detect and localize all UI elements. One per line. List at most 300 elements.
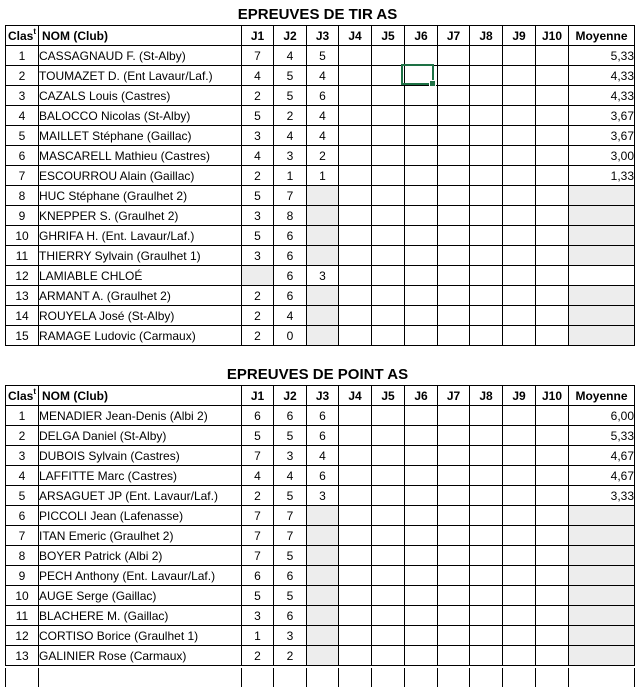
j3-cell[interactable] [307,246,339,266]
cell[interactable] [503,566,536,586]
j2-cell[interactable]: 5 [274,586,307,606]
header-cell[interactable]: J1 [242,386,274,406]
cell[interactable] [470,226,503,246]
cell[interactable] [503,546,536,566]
fill-handle[interactable] [429,80,436,87]
cell[interactable] [438,106,470,126]
cell[interactable] [405,566,438,586]
name-cell[interactable]: MENADIER Jean-Denis (Albi 2) [39,406,242,426]
header-cell[interactable]: J9 [503,26,536,46]
cell[interactable] [372,126,405,146]
rank-cell[interactable]: 5 [6,126,39,146]
name-cell[interactable]: BLACHERE M. (Gaillac) [39,606,242,626]
cell[interactable] [405,546,438,566]
cell[interactable] [372,246,405,266]
cell[interactable] [405,626,438,646]
header-cell[interactable]: J5 [372,386,405,406]
cell[interactable] [372,266,405,286]
name-cell[interactable]: THIERRY Sylvain (Graulhet 1) [39,246,242,266]
cell[interactable] [372,466,405,486]
moyenne-cell[interactable]: 3,67 [569,106,635,126]
j1-cell[interactable]: 2 [242,306,274,326]
cell[interactable] [536,626,569,646]
header-cell[interactable]: J10 [536,386,569,406]
moyenne-cell[interactable] [569,246,635,266]
cell[interactable] [405,226,438,246]
cell[interactable] [536,146,569,166]
moyenne-cell[interactable]: 4,67 [569,446,635,466]
j3-cell[interactable] [307,546,339,566]
cell[interactable] [339,486,372,506]
j1-cell[interactable]: 2 [242,486,274,506]
j1-cell[interactable]: 2 [242,646,274,666]
cell[interactable] [339,546,372,566]
cell[interactable] [405,606,438,626]
cell[interactable] [339,506,372,526]
j3-cell[interactable] [307,646,339,666]
j2-cell[interactable]: 3 [274,446,307,466]
cell[interactable] [470,586,503,606]
j3-cell[interactable] [307,226,339,246]
header-cell[interactable]: J3 [307,26,339,46]
cell[interactable] [339,126,372,146]
name-cell[interactable]: ESCOURROU Alain (Gaillac) [39,166,242,186]
cell[interactable] [536,206,569,226]
cell[interactable] [536,46,569,66]
j2-cell[interactable]: 5 [274,546,307,566]
j2-cell[interactable]: 4 [274,466,307,486]
header-cell[interactable]: Moyenne [569,26,635,46]
j2-cell[interactable]: 5 [274,66,307,86]
cell[interactable] [372,66,405,86]
j3-cell[interactable]: 4 [307,106,339,126]
header-cell[interactable]: J1 [242,26,274,46]
rank-cell[interactable]: 8 [6,546,39,566]
cell[interactable] [536,106,569,126]
cell[interactable] [339,226,372,246]
rank-cell[interactable]: 10 [6,586,39,606]
moyenne-cell[interactable]: 1,33 [569,166,635,186]
j3-cell[interactable] [307,526,339,546]
name-cell[interactable]: GALINIER Rose (Carmaux) [39,646,242,666]
name-cell[interactable]: BOYER Patrick (Albi 2) [39,546,242,566]
cell[interactable] [438,326,470,346]
cell[interactable] [536,606,569,626]
cell[interactable] [405,306,438,326]
cell[interactable] [405,326,438,346]
cell[interactable] [438,86,470,106]
j3-cell[interactable]: 3 [307,486,339,506]
name-cell[interactable]: KNEPPER S. (Graulhet 2) [39,206,242,226]
cell[interactable] [405,486,438,506]
cell[interactable] [536,306,569,326]
cell[interactable] [470,466,503,486]
cell[interactable] [372,326,405,346]
name-cell[interactable]: MASCARELL Mathieu (Castres) [39,146,242,166]
header-cell[interactable]: J6 [405,386,438,406]
j2-cell[interactable]: 7 [274,186,307,206]
j1-cell[interactable]: 5 [242,226,274,246]
cell[interactable] [503,66,536,86]
cell[interactable] [405,446,438,466]
cell[interactable] [405,406,438,426]
cell[interactable] [372,626,405,646]
j3-cell[interactable]: 6 [307,466,339,486]
j3-cell[interactable]: 6 [307,426,339,446]
cell[interactable] [470,486,503,506]
j2-cell[interactable]: 6 [274,246,307,266]
rank-cell[interactable]: 3 [6,86,39,106]
rank-cell[interactable]: 7 [6,526,39,546]
header-cell[interactable]: J2 [274,26,307,46]
cell[interactable] [405,126,438,146]
cell[interactable] [438,526,470,546]
j1-cell[interactable]: 2 [242,86,274,106]
j3-cell[interactable] [307,326,339,346]
cell[interactable] [536,466,569,486]
j3-cell[interactable] [307,586,339,606]
moyenne-cell[interactable]: 3,33 [569,486,635,506]
header-cell[interactable]: Clas$^t$ [6,386,39,406]
j3-cell[interactable]: 3 [307,266,339,286]
moyenne-cell[interactable] [569,506,635,526]
header-cell[interactable]: J2 [274,386,307,406]
cell[interactable] [438,206,470,226]
cell[interactable] [536,246,569,266]
name-cell[interactable]: CASSAGNAUD F. (St-Alby) [39,46,242,66]
cell[interactable] [438,266,470,286]
moyenne-cell[interactable] [569,626,635,646]
name-cell[interactable]: GHRIFA H. (Ent. Lavaur/Laf.) [39,226,242,246]
rank-cell[interactable]: 6 [6,146,39,166]
rank-cell[interactable]: 14 [6,306,39,326]
cell[interactable] [405,646,438,666]
cell[interactable] [503,126,536,146]
cell[interactable] [536,646,569,666]
j3-cell[interactable]: 4 [307,126,339,146]
cell[interactable] [372,86,405,106]
rank-cell[interactable]: 6 [6,506,39,526]
cell[interactable] [536,586,569,606]
cell[interactable] [503,206,536,226]
cell[interactable] [438,466,470,486]
header-cell[interactable]: NOM (Club) [39,26,242,46]
cell[interactable] [536,566,569,586]
cell[interactable] [405,106,438,126]
moyenne-cell[interactable] [569,266,635,286]
j2-cell[interactable]: 6 [274,286,307,306]
cell[interactable] [470,606,503,626]
cell[interactable] [470,306,503,326]
cell[interactable] [503,86,536,106]
cell[interactable] [503,526,536,546]
cell[interactable] [536,266,569,286]
cell[interactable] [405,146,438,166]
j2-cell[interactable]: 4 [274,46,307,66]
moyenne-cell[interactable] [569,286,635,306]
cell[interactable] [536,166,569,186]
cell[interactable] [405,46,438,66]
moyenne-cell[interactable] [569,206,635,226]
moyenne-cell[interactable] [569,526,635,546]
cell[interactable] [339,526,372,546]
cell[interactable] [405,186,438,206]
moyenne-cell[interactable]: 3,00 [569,146,635,166]
cell[interactable] [339,166,372,186]
j3-cell[interactable]: 1 [307,166,339,186]
header-cell[interactable]: NOM (Club) [39,386,242,406]
j2-cell[interactable]: 3 [274,146,307,166]
cell[interactable] [470,646,503,666]
cell[interactable] [372,106,405,126]
cell[interactable] [405,586,438,606]
moyenne-cell[interactable]: 6,00 [569,406,635,426]
cell[interactable] [405,466,438,486]
cell[interactable] [405,166,438,186]
j3-cell[interactable] [307,206,339,226]
cell[interactable] [372,446,405,466]
cell[interactable] [372,546,405,566]
header-cell[interactable]: Clas$^t$ [6,26,39,46]
cell[interactable] [372,306,405,326]
cell[interactable] [536,526,569,546]
j1-cell[interactable]: 5 [242,426,274,446]
j2-cell[interactable]: 2 [274,106,307,126]
rank-cell[interactable]: 13 [6,646,39,666]
rank-cell[interactable]: 4 [6,466,39,486]
name-cell[interactable]: CAZALS Louis (Castres) [39,86,242,106]
j1-cell[interactable]: 2 [242,166,274,186]
j3-cell[interactable] [307,186,339,206]
j1-cell[interactable]: 1 [242,626,274,646]
moyenne-cell[interactable] [569,186,635,206]
cell[interactable] [372,526,405,546]
cell[interactable] [503,166,536,186]
j1-cell[interactable]: 3 [242,126,274,146]
cell[interactable] [339,426,372,446]
cell[interactable] [503,326,536,346]
cell[interactable] [470,406,503,426]
cell[interactable] [438,226,470,246]
cell[interactable] [372,146,405,166]
j1-cell[interactable]: 7 [242,46,274,66]
cell[interactable] [339,446,372,466]
cell[interactable] [438,46,470,66]
rank-cell[interactable]: 1 [6,406,39,426]
cell[interactable] [339,646,372,666]
rank-cell[interactable]: 12 [6,266,39,286]
header-cell[interactable]: J10 [536,26,569,46]
cell[interactable] [339,86,372,106]
cell[interactable] [536,126,569,146]
j2-cell[interactable]: 4 [274,126,307,146]
cell[interactable] [536,226,569,246]
cell[interactable] [470,206,503,226]
rank-cell[interactable]: 9 [6,566,39,586]
cell[interactable] [470,146,503,166]
j1-cell[interactable]: 6 [242,406,274,426]
cell[interactable] [339,406,372,426]
cell[interactable] [503,106,536,126]
cell[interactable] [503,186,536,206]
j2-cell[interactable]: 1 [274,166,307,186]
cell[interactable] [339,266,372,286]
rank-cell[interactable]: 2 [6,426,39,446]
cell[interactable] [438,406,470,426]
cell[interactable] [470,66,503,86]
name-cell[interactable]: DUBOIS Sylvain (Castres) [39,446,242,466]
cell[interactable] [438,286,470,306]
rank-cell[interactable]: 8 [6,186,39,206]
j3-cell[interactable] [307,286,339,306]
name-cell[interactable]: PECH Anthony (Ent. Lavaur/Laf.) [39,566,242,586]
cell[interactable] [438,306,470,326]
cell[interactable] [438,626,470,646]
cell[interactable] [503,286,536,306]
header-cell[interactable]: J4 [339,26,372,46]
j1-cell[interactable]: 3 [242,246,274,266]
j2-cell[interactable]: 6 [274,226,307,246]
moyenne-cell[interactable] [569,646,635,666]
cell[interactable] [503,226,536,246]
cell[interactable] [372,206,405,226]
cell[interactable] [372,186,405,206]
cell[interactable] [405,526,438,546]
cell[interactable] [536,506,569,526]
j1-cell[interactable]: 2 [242,326,274,346]
name-cell[interactable]: LAMIABLE CHLOÉ [39,266,242,286]
selected-cell[interactable] [401,64,434,85]
rank-cell[interactable]: 10 [6,226,39,246]
cell[interactable] [339,466,372,486]
cell[interactable] [438,566,470,586]
j2-cell[interactable]: 6 [274,566,307,586]
cell[interactable] [405,266,438,286]
j3-cell[interactable] [307,606,339,626]
cell[interactable] [438,486,470,506]
j1-cell[interactable]: 4 [242,466,274,486]
cell[interactable] [438,606,470,626]
cell[interactable] [536,546,569,566]
j2-cell[interactable]: 7 [274,526,307,546]
rank-cell[interactable]: 5 [6,486,39,506]
rank-cell[interactable]: 4 [6,106,39,126]
cell[interactable] [405,426,438,446]
cell[interactable] [470,46,503,66]
cell[interactable] [438,246,470,266]
name-cell[interactable]: ROUYELA José (St-Alby) [39,306,242,326]
j2-cell[interactable]: 2 [274,646,307,666]
header-cell[interactable]: J4 [339,386,372,406]
cell[interactable] [536,446,569,466]
j3-cell[interactable] [307,626,339,646]
cell[interactable] [503,626,536,646]
j1-cell[interactable]: 5 [242,186,274,206]
j2-cell[interactable]: 8 [274,206,307,226]
cell[interactable] [372,646,405,666]
name-cell[interactable]: AUGE Serge (Gaillac) [39,586,242,606]
cell[interactable] [503,486,536,506]
name-cell[interactable]: DELGA Daniel (St-Alby) [39,426,242,446]
name-cell[interactable]: CORTISO Borice (Graulhet 1) [39,626,242,646]
j3-cell[interactable] [307,566,339,586]
j1-cell[interactable]: 2 [242,286,274,306]
cell[interactable] [503,646,536,666]
moyenne-cell[interactable] [569,326,635,346]
j1-cell[interactable]: 6 [242,566,274,586]
rank-cell[interactable]: 1 [6,46,39,66]
moyenne-cell[interactable] [569,306,635,326]
cell[interactable] [438,446,470,466]
cell[interactable] [536,406,569,426]
header-cell[interactable]: J3 [307,386,339,406]
rank-cell[interactable]: 11 [6,606,39,626]
j2-cell[interactable]: 3 [274,626,307,646]
cell[interactable] [503,266,536,286]
cell[interactable] [372,426,405,446]
j1-cell[interactable]: 3 [242,206,274,226]
cell[interactable] [503,586,536,606]
cell[interactable] [339,326,372,346]
cell[interactable] [339,206,372,226]
j3-cell[interactable]: 4 [307,66,339,86]
cell[interactable] [405,206,438,226]
cell[interactable] [438,546,470,566]
name-cell[interactable]: LAFFITTE Marc (Castres) [39,466,242,486]
cell[interactable] [405,286,438,306]
cell[interactable] [536,86,569,106]
cell[interactable] [372,226,405,246]
cell[interactable] [372,166,405,186]
j1-cell[interactable]: 7 [242,546,274,566]
cell[interactable] [438,66,470,86]
moyenne-cell[interactable] [569,566,635,586]
name-cell[interactable]: RAMAGE Ludovic (Carmaux) [39,326,242,346]
cell[interactable] [503,146,536,166]
cell[interactable] [503,426,536,446]
j1-cell[interactable]: 5 [242,106,274,126]
header-cell[interactable]: Moyenne [569,386,635,406]
cell[interactable] [470,526,503,546]
name-cell[interactable]: TOUMAZET D. (Ent Lavaur/Laf.) [39,66,242,86]
moyenne-cell[interactable]: 4,33 [569,86,635,106]
j1-cell[interactable]: 3 [242,606,274,626]
j2-cell[interactable]: 5 [274,86,307,106]
cell[interactable] [372,406,405,426]
j3-cell[interactable]: 4 [307,446,339,466]
cell[interactable] [470,126,503,146]
cell[interactable] [536,326,569,346]
cell[interactable] [438,586,470,606]
name-cell[interactable]: BALOCCO Nicolas (St-Alby) [39,106,242,126]
header-cell[interactable]: J6 [405,26,438,46]
moyenne-cell[interactable] [569,226,635,246]
cell[interactable] [438,126,470,146]
rank-cell[interactable]: 15 [6,326,39,346]
cell[interactable] [470,426,503,446]
moyenne-cell[interactable]: 3,67 [569,126,635,146]
moyenne-cell[interactable]: 5,33 [569,426,635,446]
j2-cell[interactable]: 0 [274,326,307,346]
cell[interactable] [438,426,470,446]
rank-cell[interactable]: 2 [6,66,39,86]
j2-cell[interactable]: 5 [274,486,307,506]
j1-cell[interactable]: 7 [242,526,274,546]
j3-cell[interactable]: 5 [307,46,339,66]
moyenne-cell[interactable] [569,546,635,566]
j3-cell[interactable] [307,506,339,526]
cell[interactable] [339,66,372,86]
